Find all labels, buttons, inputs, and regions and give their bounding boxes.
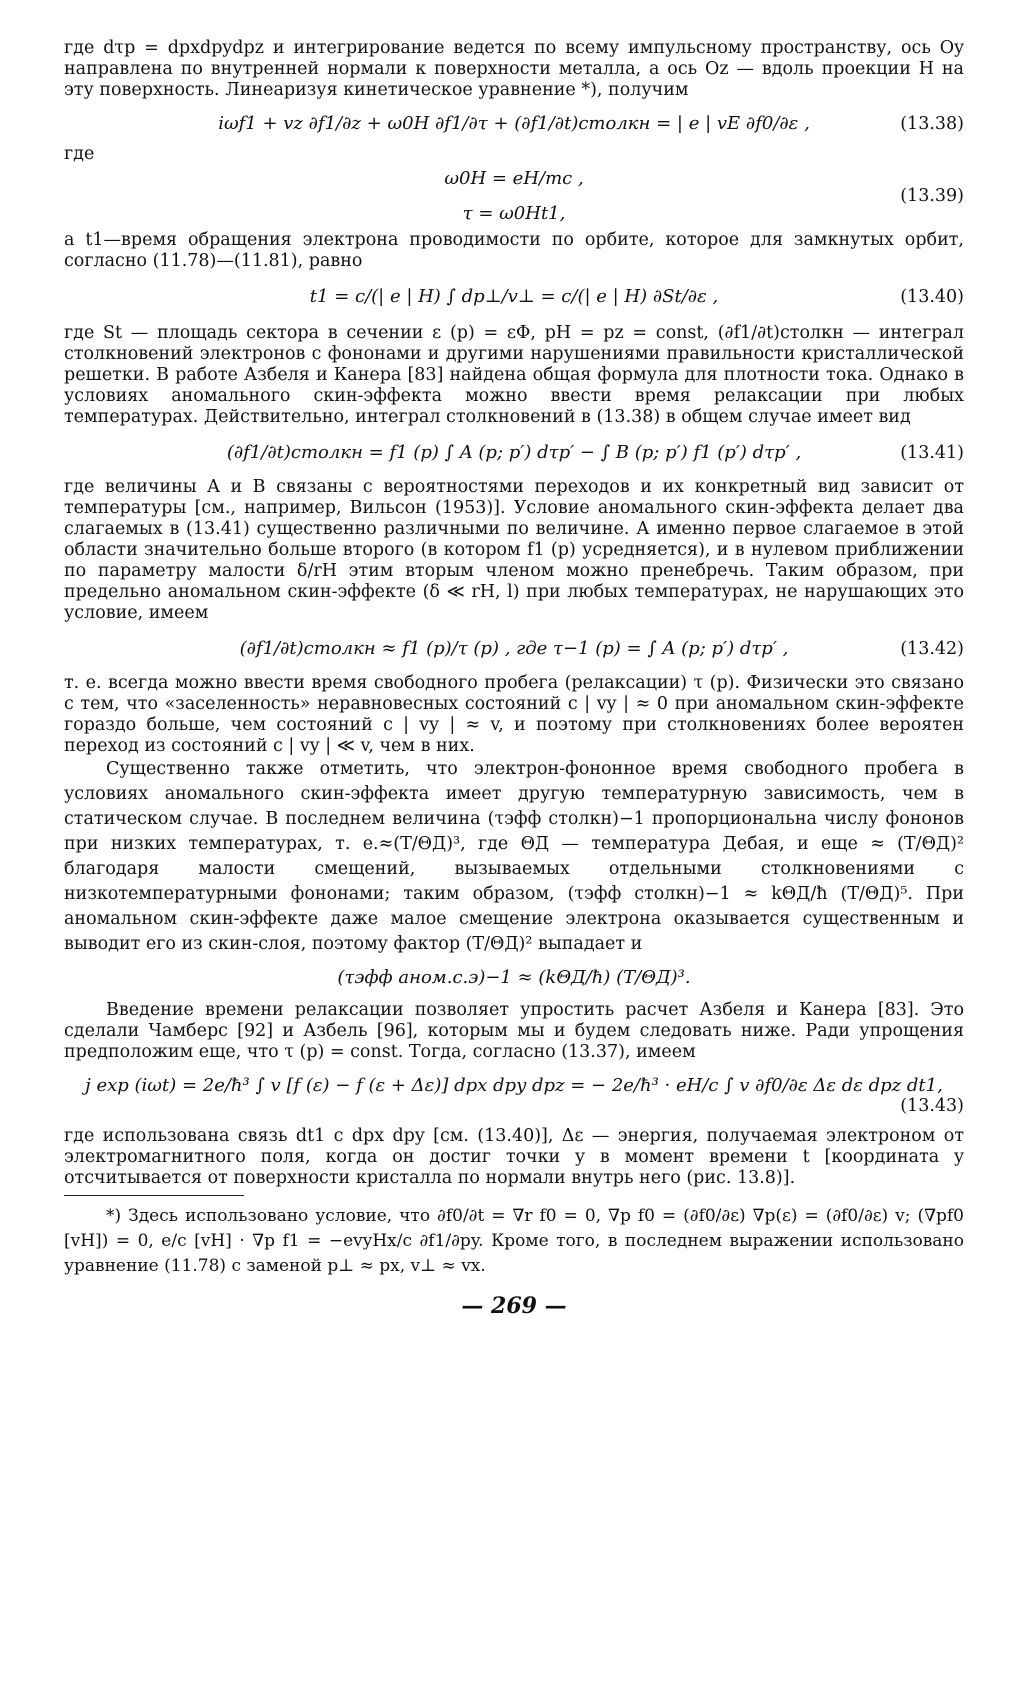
equation-text: (∂f1/∂t)столкн ≈ f1 (p)/τ (p) , где τ−1 (p) = ∫ A (p; p′) dτp′ , [239,638,789,659]
equation-13-42 [64,638,964,659]
paragraph-1: где dτp = dpxdpydpz и интегрирование ведется по всему импульсному пространству, ось Oy направлена по внутренней нормали к поверхности металла, а ось Oz — вдоль проекции H на эту поверхность. Линеаризуя кинетическое уравнение *), получим [64,38,964,100]
paragraph-2: а t1—время обращения электрона проводимости по орбите, которое для замкнутых орбит, согласно (11.78)—(11.81), равно [64,230,964,271]
page [64,38,964,1319]
equation-number: (13.40) [900,286,964,307]
footnote-divider [64,1195,244,1196]
equation-13-40 [64,286,964,307]
equation-text-b: τ = ω0Ht1, [462,203,566,224]
equation-number: (13.39) [900,186,964,206]
equation-number: (13.42) [900,638,964,659]
equation-text: (τэфф аном.с.э)−1 ≈ (kΘД/ħ) (T/ΘД)³. [337,967,691,988]
paragraph-6: Существенно также отметить, что электрон-фононное время свободного пробега в условиях аномального скин-эффекта имеет другую температурную зависимость, чем в статическом случае. В последнем величина (τэфф столкн)−1 пропорциональна числу фононов при низких температурах, т. е.≈(T/ΘД)³, где ΘД — температура Дебая, и еще ≈ (T/ΘД)² благодаря малости смещений, вызываемых отдельными столкновениями с низкотемпературными фононами; таким образом, (τэфф столкн)−1 ≈ kΘД/ħ (T/ΘД)⁵. При аномальном скин-эффекте даже малое смещение электрона оказывается существенным и выводит его из скин-слоя, поэтому фактор (T/ΘД)² выпадает и [64,759,964,954]
equation-13-38 [64,113,964,134]
equation-number: (13.43) [900,1096,964,1116]
footnote: *) Здесь использовано условие, что ∂f0/∂t = ∇r f0 = 0, ∇p f0 = (∂f0/∂ε) ∇p(ε) = (∂f0/∂ε) v; (∇pf0 [vH]) = 0, e/c [vH] · ∇p f1 = −evyHx/c ∂f1/∂py. Кроме того, в последнем выражении использовано уравнение (11.78) с заменой p⊥ ≈ px, v⊥ ≈ vx. [64,1206,964,1276]
where-label: где [64,144,95,164]
paragraph-8: где использована связь dt1 с dpx dpy [см. (13.40)], Δε — энергия, получаемая электроном от электромагнитного поля, когда он достиг точки y в момент времени t [координата y отсчитывается от поверхности кристалла по нормали внутрь него (рис. 13.8)]. [64,1126,964,1188]
page-number: — 269 — [461,1293,567,1319]
paragraph-3: где St — площадь сектора в сечении ε (p) = εΦ, pH = pz = const, (∂f1/∂t)столкн — интеграл столкновений электронов с фононами и другими нарушениями правильности кристаллической решетки. В работе Азбеля и Канера [83] найдена общая формула для плотности тока. Однако в условиях аномального скин-эффекта можно ввести время релаксации при любых температурах. Действительно, интеграл столкновений в (13.38) в общем случае имеет вид [64,323,964,427]
equation-13-41 [64,442,964,463]
equation-13-39 [64,168,964,224]
paragraph-7: Введение времени релаксации позволяет упростить расчет Азбеля и Канера [83]. Это сделали Чамберс [92] и Азбель [96], которым мы и будем следовать ниже. Ради упрощения предположим еще, что τ (p) = const. Тогда, согласно (13.37), имеем [64,1000,964,1062]
equation-text-a: ω0H = eH/mc , [444,168,584,189]
paragraph-5: т. е. всегда можно ввести время свободного пробега (релаксации) τ (p). Физически это связано с тем, что «заселенность» неравновесных состояний с | vy | ≈ 0 при аномальном скин-эффекте гораздо больше, чем состояний с | vy | ≈ v, и поэтому при столкновениях более вероятен переход из состояний с | vy | ≪ v, чем в них. [64,673,964,756]
equation-number: (13.38) [900,113,964,134]
equation-13-43 [64,1075,964,1116]
equation-text: j exp (iωt) = 2e/ħ³ ∫ v [f (ε) − f (ε + Δε)] dpx dpy dpz = − 2e/ħ³ · eH/c ∫ v ∂f0/∂ε Δε dε dpz dt1, [85,1075,943,1096]
equation-anomalous-tau [64,967,964,988]
equation-number: (13.41) [900,442,964,463]
equation-text: t1 = c/(| e | H) ∫ dp⊥/v⊥ = c/(| e | H) ∂St/∂ε , [309,286,719,307]
equation-text: (∂f1/∂t)столкн = f1 (p) ∫ A (p; p′) dτp′ − ∫ B (p; p′) f1 (p′) dτp′ , [226,442,802,463]
equation-text: iωf1 + vz ∂f1/∂z + ω0H ∂f1/∂τ + (∂f1/∂t)столкн = | e | vE ∂f0/∂ε , [218,113,810,134]
paragraph-4: где величины A и B связаны с вероятностями переходов и их конкретный вид зависит от температуры [см., например, Вильсон (1953)]. Условие аномального скин-эффекта делает два слагаемых в (13.41) существенно различными по величине. А именно первое слагаемое в этой области значительно больше второго (в котором f1 (p) усредняется), и в нулевом приближении по параметру малости δ/rH этим вторым членом можно пренебречь. Таким образом, при предельно аномальном скин-эффекте (δ ≪ rH, l) при любых температурах, не нарушающих это условие, имеем [64,477,964,623]
